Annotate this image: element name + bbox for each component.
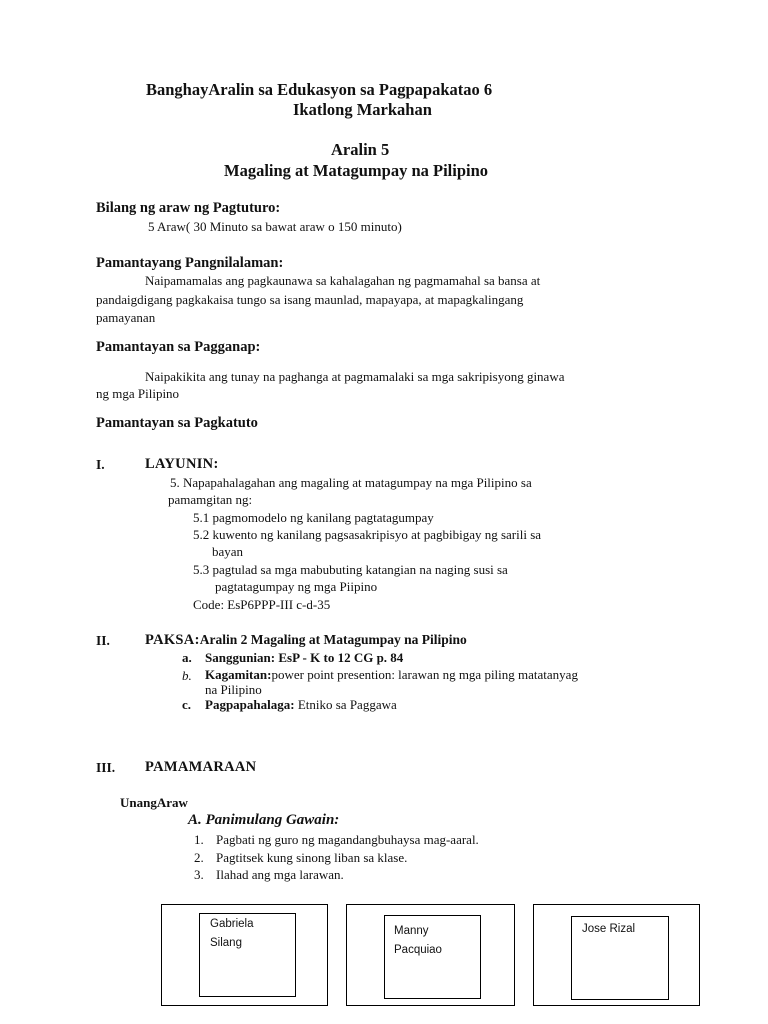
picture-placeholder bbox=[571, 916, 669, 1000]
picture-frame bbox=[161, 904, 328, 1006]
section-numeral: II. bbox=[96, 633, 110, 648]
pagkatuto-heading: Pamantayan sa Pagkatuto bbox=[96, 415, 258, 431]
sub-objective: 5.3 pagtulad sa mga mabubuting katangian na naging susi sa bbox=[193, 562, 508, 577]
document-title: BanghayAralin sa Edukasyon sa Pagpapakatao 6 bbox=[146, 80, 493, 99]
day-label: UnangAraw bbox=[120, 795, 188, 810]
step-text: Pagtitsek kung sinong liban sa klase. bbox=[216, 850, 408, 865]
objective-text: 5. Napapahalagahan ang magaling at matagumpay na mga Pilipino sa bbox=[170, 475, 532, 490]
item-marker: c. bbox=[182, 697, 192, 712]
competency-code: Code: EsP6PPP-III c-d-35 bbox=[193, 597, 331, 612]
pangnilalaman-line: Naipamamalas ang pagkaunawa sa kahalagahan ng pagmamahal sa bansa at bbox=[145, 273, 541, 288]
item-marker: b. bbox=[182, 668, 192, 683]
pangnilalaman-line: pamayanan bbox=[96, 310, 156, 325]
step-number: 3. bbox=[194, 867, 204, 882]
panimulang-gawain-heading: A. Panimulang Gawain: bbox=[188, 812, 340, 828]
bilang-heading: Bilang ng araw ng Pagtuturo: bbox=[96, 200, 281, 216]
picture-frame bbox=[346, 904, 515, 1006]
caption-line: Pacquiao bbox=[394, 944, 442, 956]
section-numeral: I. bbox=[96, 457, 105, 472]
item-marker: a. bbox=[182, 650, 192, 665]
pangnilalaman-heading: Pamantayang Pangnilalaman: bbox=[96, 255, 284, 271]
step-number: 1. bbox=[194, 832, 204, 847]
step-number: 2. bbox=[194, 850, 204, 865]
layunin-title: LAYUNIN: bbox=[145, 456, 219, 472]
caption-line: Manny bbox=[394, 925, 429, 937]
lesson-number: Aralin 5 bbox=[331, 140, 390, 159]
caption-line: Gabriela bbox=[210, 918, 254, 930]
pagganap-line: ng mga Pilipino bbox=[96, 386, 180, 401]
picture-placeholder bbox=[199, 913, 296, 997]
step-text: Pagbati ng guro ng magandangbuhaysa mag-aaral. bbox=[216, 832, 479, 847]
bilang-text: 5 Araw( 30 Minuto sa bawat araw o 150 minuto) bbox=[148, 219, 402, 234]
kagamitan-text-cont: na Pilipino bbox=[205, 682, 262, 697]
picture-caption bbox=[582, 920, 635, 939]
caption-line: Silang bbox=[210, 937, 242, 949]
step-text: Ilahad ang mga larawan. bbox=[216, 867, 344, 882]
picture-placeholder bbox=[384, 915, 481, 999]
sub-objective: pagtatagumpay ng mga Piipino bbox=[215, 579, 378, 594]
pamamaraan-title: PAMAMARAAN bbox=[145, 759, 257, 775]
sub-objective: 5.1 pagmomodelo ng kanilang pagtatagumpay bbox=[193, 510, 434, 525]
kagamitan-text: power point presention: larawan ng mga piling matatanyag bbox=[271, 667, 578, 682]
paksa-title: PAKSA: bbox=[145, 632, 200, 648]
paksa-item bbox=[182, 650, 192, 666]
pagpapahalaga-label: Pagpapahalaga: bbox=[205, 697, 295, 712]
sub-objective: bayan bbox=[212, 544, 244, 559]
section-numeral: III. bbox=[96, 760, 116, 775]
picture-caption bbox=[210, 915, 253, 953]
paksa-line bbox=[145, 632, 467, 649]
pangnilalaman-line: pandaigdigang pagkakaisa tungo sa isang maunlad, mapayapa, at mapagkalingang bbox=[96, 292, 524, 307]
pagganap-heading: Pamantayan sa Pagganap: bbox=[96, 339, 261, 355]
picture-frame bbox=[533, 904, 700, 1006]
kagamitan-line bbox=[205, 667, 578, 683]
objective-text: pamamgitan ng: bbox=[168, 492, 253, 507]
sanggunian-label: Sanggunian: EsP - K to 12 CG p. 84 bbox=[205, 650, 404, 665]
sub-objective: 5.2 kuwento ng kanilang pagsasakripisyo at pagbibigay ng sarili sa bbox=[193, 527, 542, 542]
paksa-topic: Aralin 2 Magaling at Matagumpay na Pilipino bbox=[199, 632, 467, 647]
quarter-label: Ikatlong Markahan bbox=[293, 100, 432, 119]
pagpapahalaga-text: Etniko sa Paggawa bbox=[294, 697, 397, 712]
kagamitan-label: Kagamitan: bbox=[205, 667, 272, 682]
pagpapahalaga-line bbox=[205, 697, 397, 713]
picture-caption bbox=[394, 922, 442, 960]
caption-line: Jose Rizal bbox=[582, 923, 636, 935]
lesson-title: Magaling at Matagumpay na Pilipino bbox=[224, 161, 489, 180]
pagganap-line: Naipakikita ang tunay na paghanga at pagmamalaki sa mga sakripisyong ginawa bbox=[145, 369, 565, 384]
